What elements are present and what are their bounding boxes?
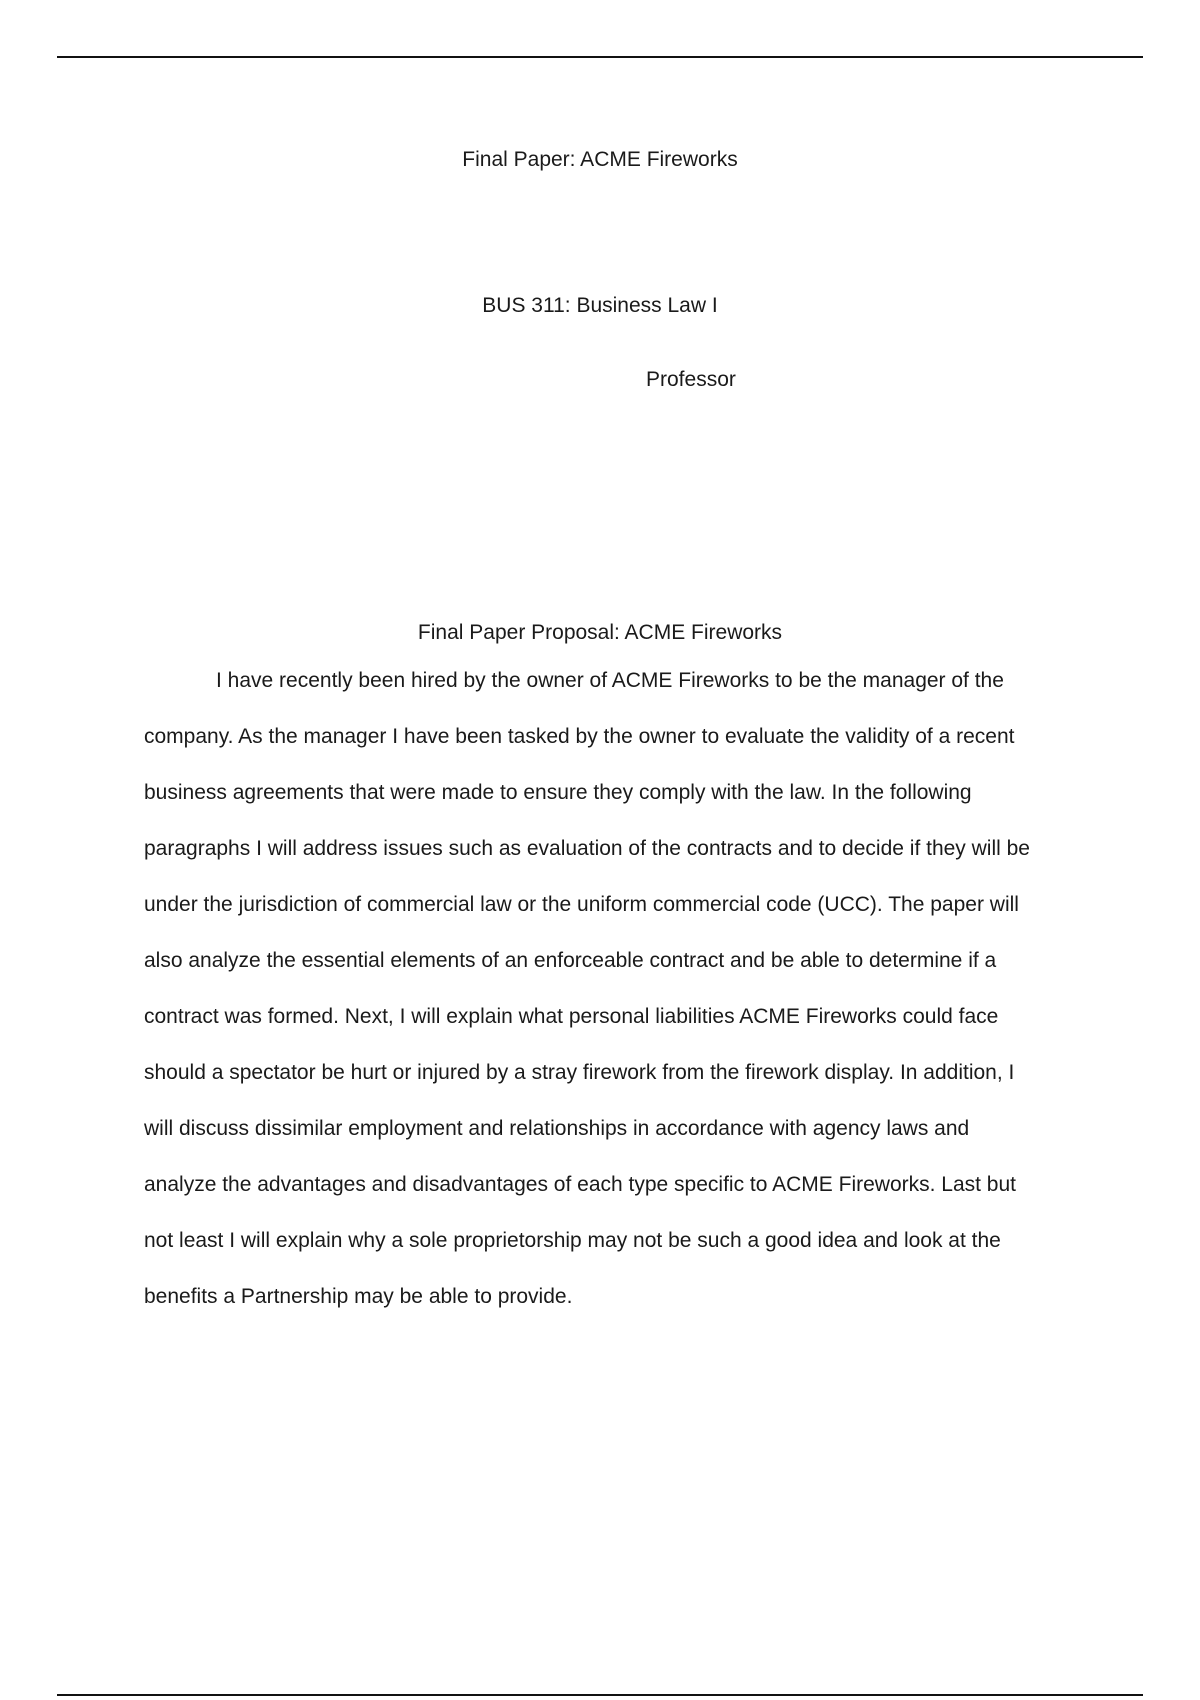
proposal-paragraph <box>144 668 1084 1340</box>
course-name: BUS 311: Business Law I <box>482 294 718 317</box>
paragraph-line: business agreements that were made to ensure they comply with the law. In the following <box>144 781 972 804</box>
top-rule <box>57 56 1143 58</box>
paragraph-line: company. As the manager I have been tasked by the owner to evaluate the validity of a recent <box>144 725 1015 748</box>
paragraph-line: under the jurisdiction of commercial law or the uniform commercial code (UCC). The paper will <box>144 893 1019 916</box>
paragraph-line: contract was formed. Next, I will explain what personal liabilities ACME Fireworks could face <box>144 1005 999 1028</box>
proposal-heading: Final Paper Proposal: ACME Fireworks <box>417 621 783 644</box>
paragraph-line: I have recently been hired by the owner of ACME Fireworks to be the manager of the <box>216 669 1004 692</box>
paragraph-line: should a spectator be hurt or injured by a stray firework from the firework display. In addition, I <box>144 1061 1015 1084</box>
bottom-rule <box>57 1694 1143 1696</box>
paragraph-line: will discuss dissimilar employment and relationships in accordance with agency laws and <box>144 1117 970 1140</box>
paragraph-line: benefits a Partnership may be able to provide. <box>144 1285 573 1308</box>
paragraph-line: paragraphs I will address issues such as evaluation of the contracts and to decide if they will be <box>144 837 1030 860</box>
professor-name: Professor <box>646 368 736 391</box>
paragraph-line: analyze the advantages and disadvantages of each type specific to ACME Fireworks. Last but <box>144 1173 1017 1196</box>
paragraph-line: not least I will explain why a sole proprietorship may not be such a good idea and look at the <box>144 1229 1001 1252</box>
cover-title: Final Paper: ACME Fireworks <box>462 148 738 171</box>
paragraph-line: also analyze the essential elements of an enforceable contract and be able to determine if a <box>144 949 997 972</box>
